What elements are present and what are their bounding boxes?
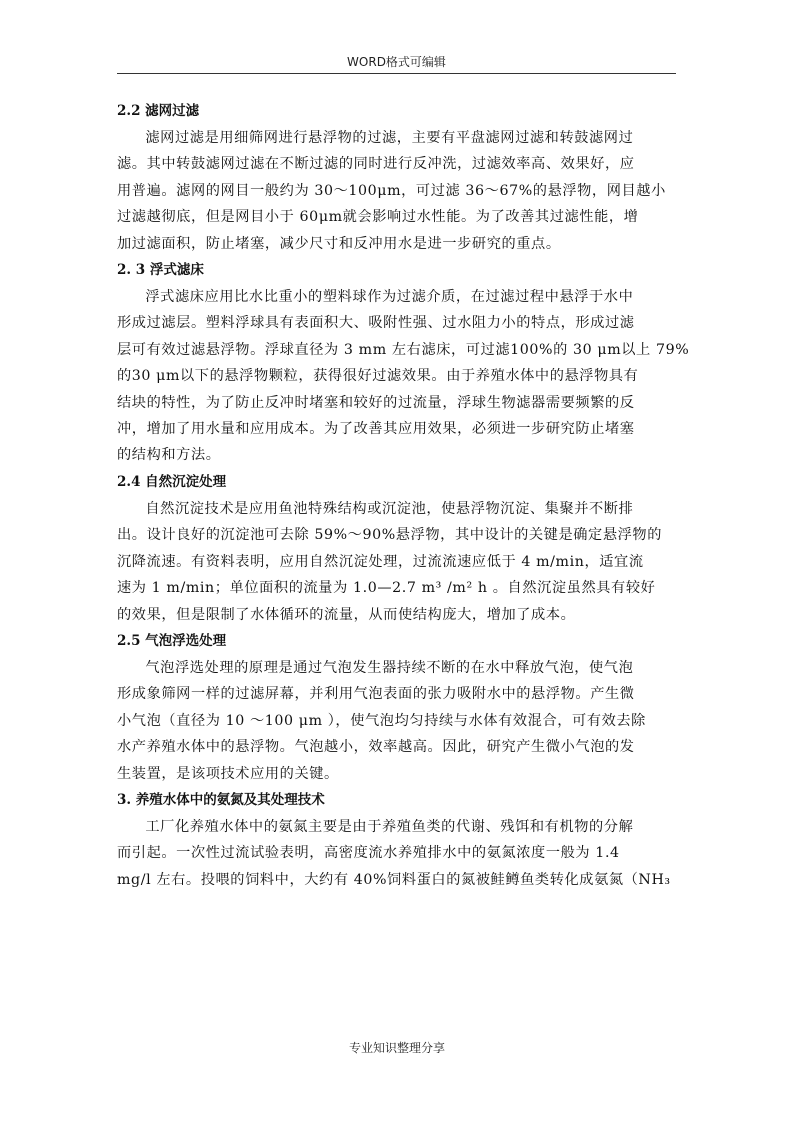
document-body	[117, 98, 690, 893]
page-footer: 专业知识整理分享	[348, 1041, 445, 1055]
text-line: 过滤越彻底，但是网目小于 60μm就会影响过水性能。为了改善其过滤性能，增	[117, 209, 639, 226]
paragraph	[117, 284, 690, 469]
text-line: 小气泡（直径为 10 ～100 μm ），使气泡均匀持续与水体有效混合，可有效去除	[117, 712, 646, 729]
text-line: 冲，增加了用水量和应用成本。为了改善其应用效果，必须进一步研究防止堵塞	[117, 421, 635, 438]
text-line: 形成过滤层。塑料浮球具有表面积大、吸附性强、过水阻力小的特点，形成过滤	[117, 315, 635, 332]
paragraph	[117, 125, 677, 257]
text-line: 滤网过滤是用细筛网进行悬浮物的过滤，主要有平盘滤网过滤和转鼓滤网过	[145, 130, 634, 146]
section-heading: 2.2 滤网过滤	[117, 103, 200, 119]
section-2-5	[117, 628, 677, 787]
text-line: 工厂化养殖水体中的氨氮主要是由于养殖鱼类的代谢、残饵和有机物的分解	[145, 818, 634, 835]
text-line: 的结构和方法。	[117, 447, 221, 464]
section-2-3	[117, 257, 690, 469]
text-line: 滤。其中转鼓滤网过滤在不断过滤的同时进行反冲洗，过滤效率高、效果好，应	[117, 156, 635, 173]
section-heading: 3. 养殖水体中的氨氮及其处理技术	[117, 791, 325, 808]
text-line: 沉降流速。有资料表明，应用自然沉淀处理，过流流速应低于 4 m/min，适宜流	[117, 553, 644, 570]
section-2-2	[117, 98, 677, 257]
header-rule	[117, 73, 676, 74]
text-line: mg/l 左右。投喂的饲料中，大约有 40%饲料蛋白的氮被鲑鳟鱼类转化成氨氮（NH₃	[117, 871, 671, 888]
section-3	[117, 787, 677, 893]
text-line: 出。设计良好的沉淀池可去除 59%～90%悬浮物，其中设计的关键是确定悬浮物的	[117, 527, 662, 544]
section-heading: 2.4 自然沉淀处理	[117, 473, 227, 490]
paragraph	[117, 655, 677, 787]
paragraph	[117, 814, 677, 893]
text-line: 速为 1 m/min；单位面积的流量为 1.0—2.7 m³ /m² h 。自然沉淀虽然具有较好	[117, 580, 656, 597]
paragraph	[117, 496, 677, 628]
text-line: 用普遍。滤网的网目一般约为 30～100μm，可过滤 36～67%的悬浮物，网目越小	[117, 182, 666, 199]
text-line: 而引起。一次性过流试验表明，高密度流水养殖排水中的氨氮浓度一般为 1.4	[117, 845, 620, 862]
text-line: 自然沉淀技术是应用鱼池特殊结构或沉淀池，使悬浮物沉淀、集聚并不断排	[145, 500, 634, 517]
text-line: 层可有效过滤悬浮物。浮球直径为 3 mm 左右滤床，可过滤100%的 30 μm以上 79%	[117, 341, 690, 358]
text-line: 生装置，是该项技术应用的关键。	[117, 765, 339, 782]
text-line: 的效果，但是限制了水体循环的流量，从而使结构庞大，增加了成本。	[117, 606, 576, 623]
section-2-4	[117, 469, 677, 628]
text-line: 结块的特性，为了防止反冲时堵塞和较好的过流量，浮球生物滤器需要频繁的反	[117, 394, 635, 411]
text-line: 形成象筛网一样的过滤屏幕，并利用气泡表面的张力吸附水中的悬浮物。产生微	[117, 686, 635, 703]
text-line: 气泡浮选处理的原理是通过气泡发生器持续不断的在水中释放气泡，使气泡	[145, 659, 634, 676]
text-line: 加过滤面积，防止堵塞，减少尺寸和反冲用水是进一步研究的重点。	[117, 235, 561, 252]
text-line: 浮式滤床应用比水比重小的塑料球作为过滤介质，在过滤过程中悬浮于水中	[145, 289, 634, 306]
text-line: 水产养殖水体中的悬浮物。气泡越小，效率越高。因此，研究产生微小气泡的发	[117, 739, 635, 756]
section-heading: 2.5 气泡浮选处理	[117, 632, 227, 649]
section-heading: 2. 3 浮式滤床	[117, 262, 204, 279]
text-line: 的30 μm以下的悬浮物颗粒，获得很好过滤效果。由于养殖水体中的悬浮物具有	[117, 368, 639, 385]
page-header: WORD格式可编辑	[347, 55, 446, 69]
